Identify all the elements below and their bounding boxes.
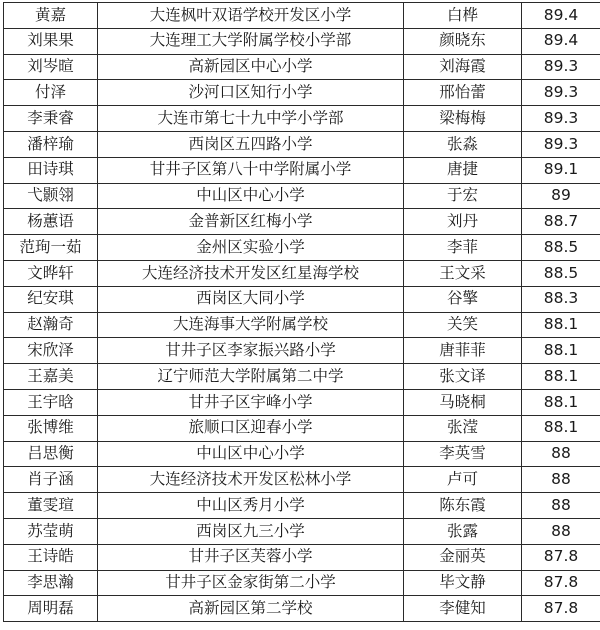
school-cell: 高新园区中心小学: [98, 54, 404, 80]
teacher-cell: 陈东霞: [404, 493, 522, 519]
score-cell: 88.7: [522, 209, 600, 235]
teacher-cell: 邢怡蕾: [404, 80, 522, 106]
teacher-cell: 唐捷: [404, 157, 522, 183]
score-cell: 88.1: [522, 415, 600, 441]
table-row: [4, 131, 600, 157]
student-name-cell: 田诗琪: [4, 157, 98, 183]
school-cell: 大连枫叶双语学校开发区小学: [98, 3, 404, 29]
school-cell: 中山区秀月小学: [98, 493, 404, 519]
student-name-cell: 吕思衡: [4, 441, 98, 467]
school-cell: 大连理工大学附属学校小学部: [98, 28, 404, 54]
table-row: [4, 518, 600, 544]
school-cell: 旅顺口区迎春小学: [98, 415, 404, 441]
table-row: [4, 183, 600, 209]
table-row: [4, 28, 600, 54]
score-cell: 87.8: [522, 596, 600, 622]
student-name-cell: 张博维: [4, 415, 98, 441]
school-cell: 沙河口区知行小学: [98, 80, 404, 106]
score-cell: 87.8: [522, 544, 600, 570]
school-cell: 金普新区红梅小学: [98, 209, 404, 235]
score-cell: 89.3: [522, 54, 600, 80]
student-name-cell: 李秉睿: [4, 106, 98, 132]
student-name-cell: 杨蕙语: [4, 209, 98, 235]
student-name-cell: 黄嘉: [4, 3, 98, 29]
score-cell: 88.1: [522, 389, 600, 415]
table-row: [4, 364, 600, 390]
teacher-cell: 金丽英: [404, 544, 522, 570]
teacher-cell: 王文采: [404, 260, 522, 286]
student-name-cell: 刘果果: [4, 28, 98, 54]
student-name-cell: 周明磊: [4, 596, 98, 622]
student-name-cell: 苏莹萌: [4, 518, 98, 544]
school-cell: 西岗区大同小学: [98, 286, 404, 312]
score-cell: 89: [522, 183, 600, 209]
school-cell: 西岗区五四路小学: [98, 131, 404, 157]
student-name-cell: 赵瀚奇: [4, 312, 98, 338]
table-row: [4, 441, 600, 467]
student-name-cell: 王嘉美: [4, 364, 98, 390]
school-cell: 高新园区第二学校: [98, 596, 404, 622]
table-row: [4, 312, 600, 338]
student-name-cell: 李思瀚: [4, 570, 98, 596]
score-cell: 89.4: [522, 3, 600, 29]
student-name-cell: 文晔轩: [4, 260, 98, 286]
table-row: [4, 493, 600, 519]
teacher-cell: 关笑: [404, 312, 522, 338]
score-cell: 88.1: [522, 364, 600, 390]
table-body: [4, 3, 600, 622]
score-table: [3, 2, 600, 622]
teacher-cell: 于宏: [404, 183, 522, 209]
table-row: [4, 570, 600, 596]
student-name-cell: 肖子涵: [4, 467, 98, 493]
student-name-cell: 弋颢翎: [4, 183, 98, 209]
score-cell: 88.1: [522, 338, 600, 364]
teacher-cell: 刘丹: [404, 209, 522, 235]
school-cell: 甘井子区李家振兴路小学: [98, 338, 404, 364]
teacher-cell: 李菲: [404, 235, 522, 261]
school-cell: 大连海事大学附属学校: [98, 312, 404, 338]
student-name-cell: 刘岑暄: [4, 54, 98, 80]
teacher-cell: 梁梅梅: [404, 106, 522, 132]
table-row: [4, 260, 600, 286]
teacher-cell: 谷擎: [404, 286, 522, 312]
score-cell: 88: [522, 467, 600, 493]
student-name-cell: 纪安琪: [4, 286, 98, 312]
score-cell: 89.3: [522, 80, 600, 106]
teacher-cell: 张文译: [404, 364, 522, 390]
school-cell: 西岗区九三小学: [98, 518, 404, 544]
school-cell: 大连经济技术开发区红星海学校: [98, 260, 404, 286]
table-row: [4, 389, 600, 415]
score-cell: 88.3: [522, 286, 600, 312]
teacher-cell: 张露: [404, 518, 522, 544]
school-cell: 甘井子区芙蓉小学: [98, 544, 404, 570]
school-cell: 大连经济技术开发区松林小学: [98, 467, 404, 493]
score-cell: 89.3: [522, 131, 600, 157]
table-row: [4, 3, 600, 29]
table-row: [4, 209, 600, 235]
teacher-cell: 李英雪: [404, 441, 522, 467]
teacher-cell: 卢可: [404, 467, 522, 493]
teacher-cell: 毕文静: [404, 570, 522, 596]
table-row: [4, 54, 600, 80]
student-name-cell: 王诗皓: [4, 544, 98, 570]
student-name-cell: 王宇晗: [4, 389, 98, 415]
school-cell: 中山区中心小学: [98, 441, 404, 467]
score-cell: 89.3: [522, 106, 600, 132]
school-cell: 甘井子区金家街第二小学: [98, 570, 404, 596]
school-cell: 辽宁师范大学附属第二中学: [98, 364, 404, 390]
school-cell: 金州区实验小学: [98, 235, 404, 261]
teacher-cell: 唐菲菲: [404, 338, 522, 364]
score-cell: 88: [522, 493, 600, 519]
school-cell: 中山区中心小学: [98, 183, 404, 209]
teacher-cell: 白桦: [404, 3, 522, 29]
table-row: [4, 467, 600, 493]
table-row: [4, 286, 600, 312]
table-row: [4, 235, 600, 261]
teacher-cell: 颜晓东: [404, 28, 522, 54]
table-row: [4, 80, 600, 106]
score-cell: 87.8: [522, 570, 600, 596]
table-row: [4, 338, 600, 364]
teacher-cell: 刘海霞: [404, 54, 522, 80]
teacher-cell: 张淼: [404, 131, 522, 157]
score-cell: 89.4: [522, 28, 600, 54]
table-row: [4, 544, 600, 570]
student-name-cell: 范珣一茹: [4, 235, 98, 261]
student-name-cell: 宋欣泽: [4, 338, 98, 364]
table-row: [4, 596, 600, 622]
score-cell: 88.1: [522, 312, 600, 338]
teacher-cell: 马晓桐: [404, 389, 522, 415]
school-cell: 甘井子区宇峰小学: [98, 389, 404, 415]
score-cell: 88.5: [522, 260, 600, 286]
score-cell: 89.1: [522, 157, 600, 183]
score-cell: 88: [522, 518, 600, 544]
table-row: [4, 157, 600, 183]
school-cell: 大连市第七十九中学小学部: [98, 106, 404, 132]
table-row: [4, 415, 600, 441]
score-cell: 88.5: [522, 235, 600, 261]
table-row: [4, 106, 600, 132]
school-cell: 甘井子区第八十中学附属小学: [98, 157, 404, 183]
score-cell: 88: [522, 441, 600, 467]
teacher-cell: 张滢: [404, 415, 522, 441]
student-name-cell: 潘梓瑜: [4, 131, 98, 157]
student-name-cell: 董雯瑄: [4, 493, 98, 519]
teacher-cell: 李健知: [404, 596, 522, 622]
student-name-cell: 付泽: [4, 80, 98, 106]
